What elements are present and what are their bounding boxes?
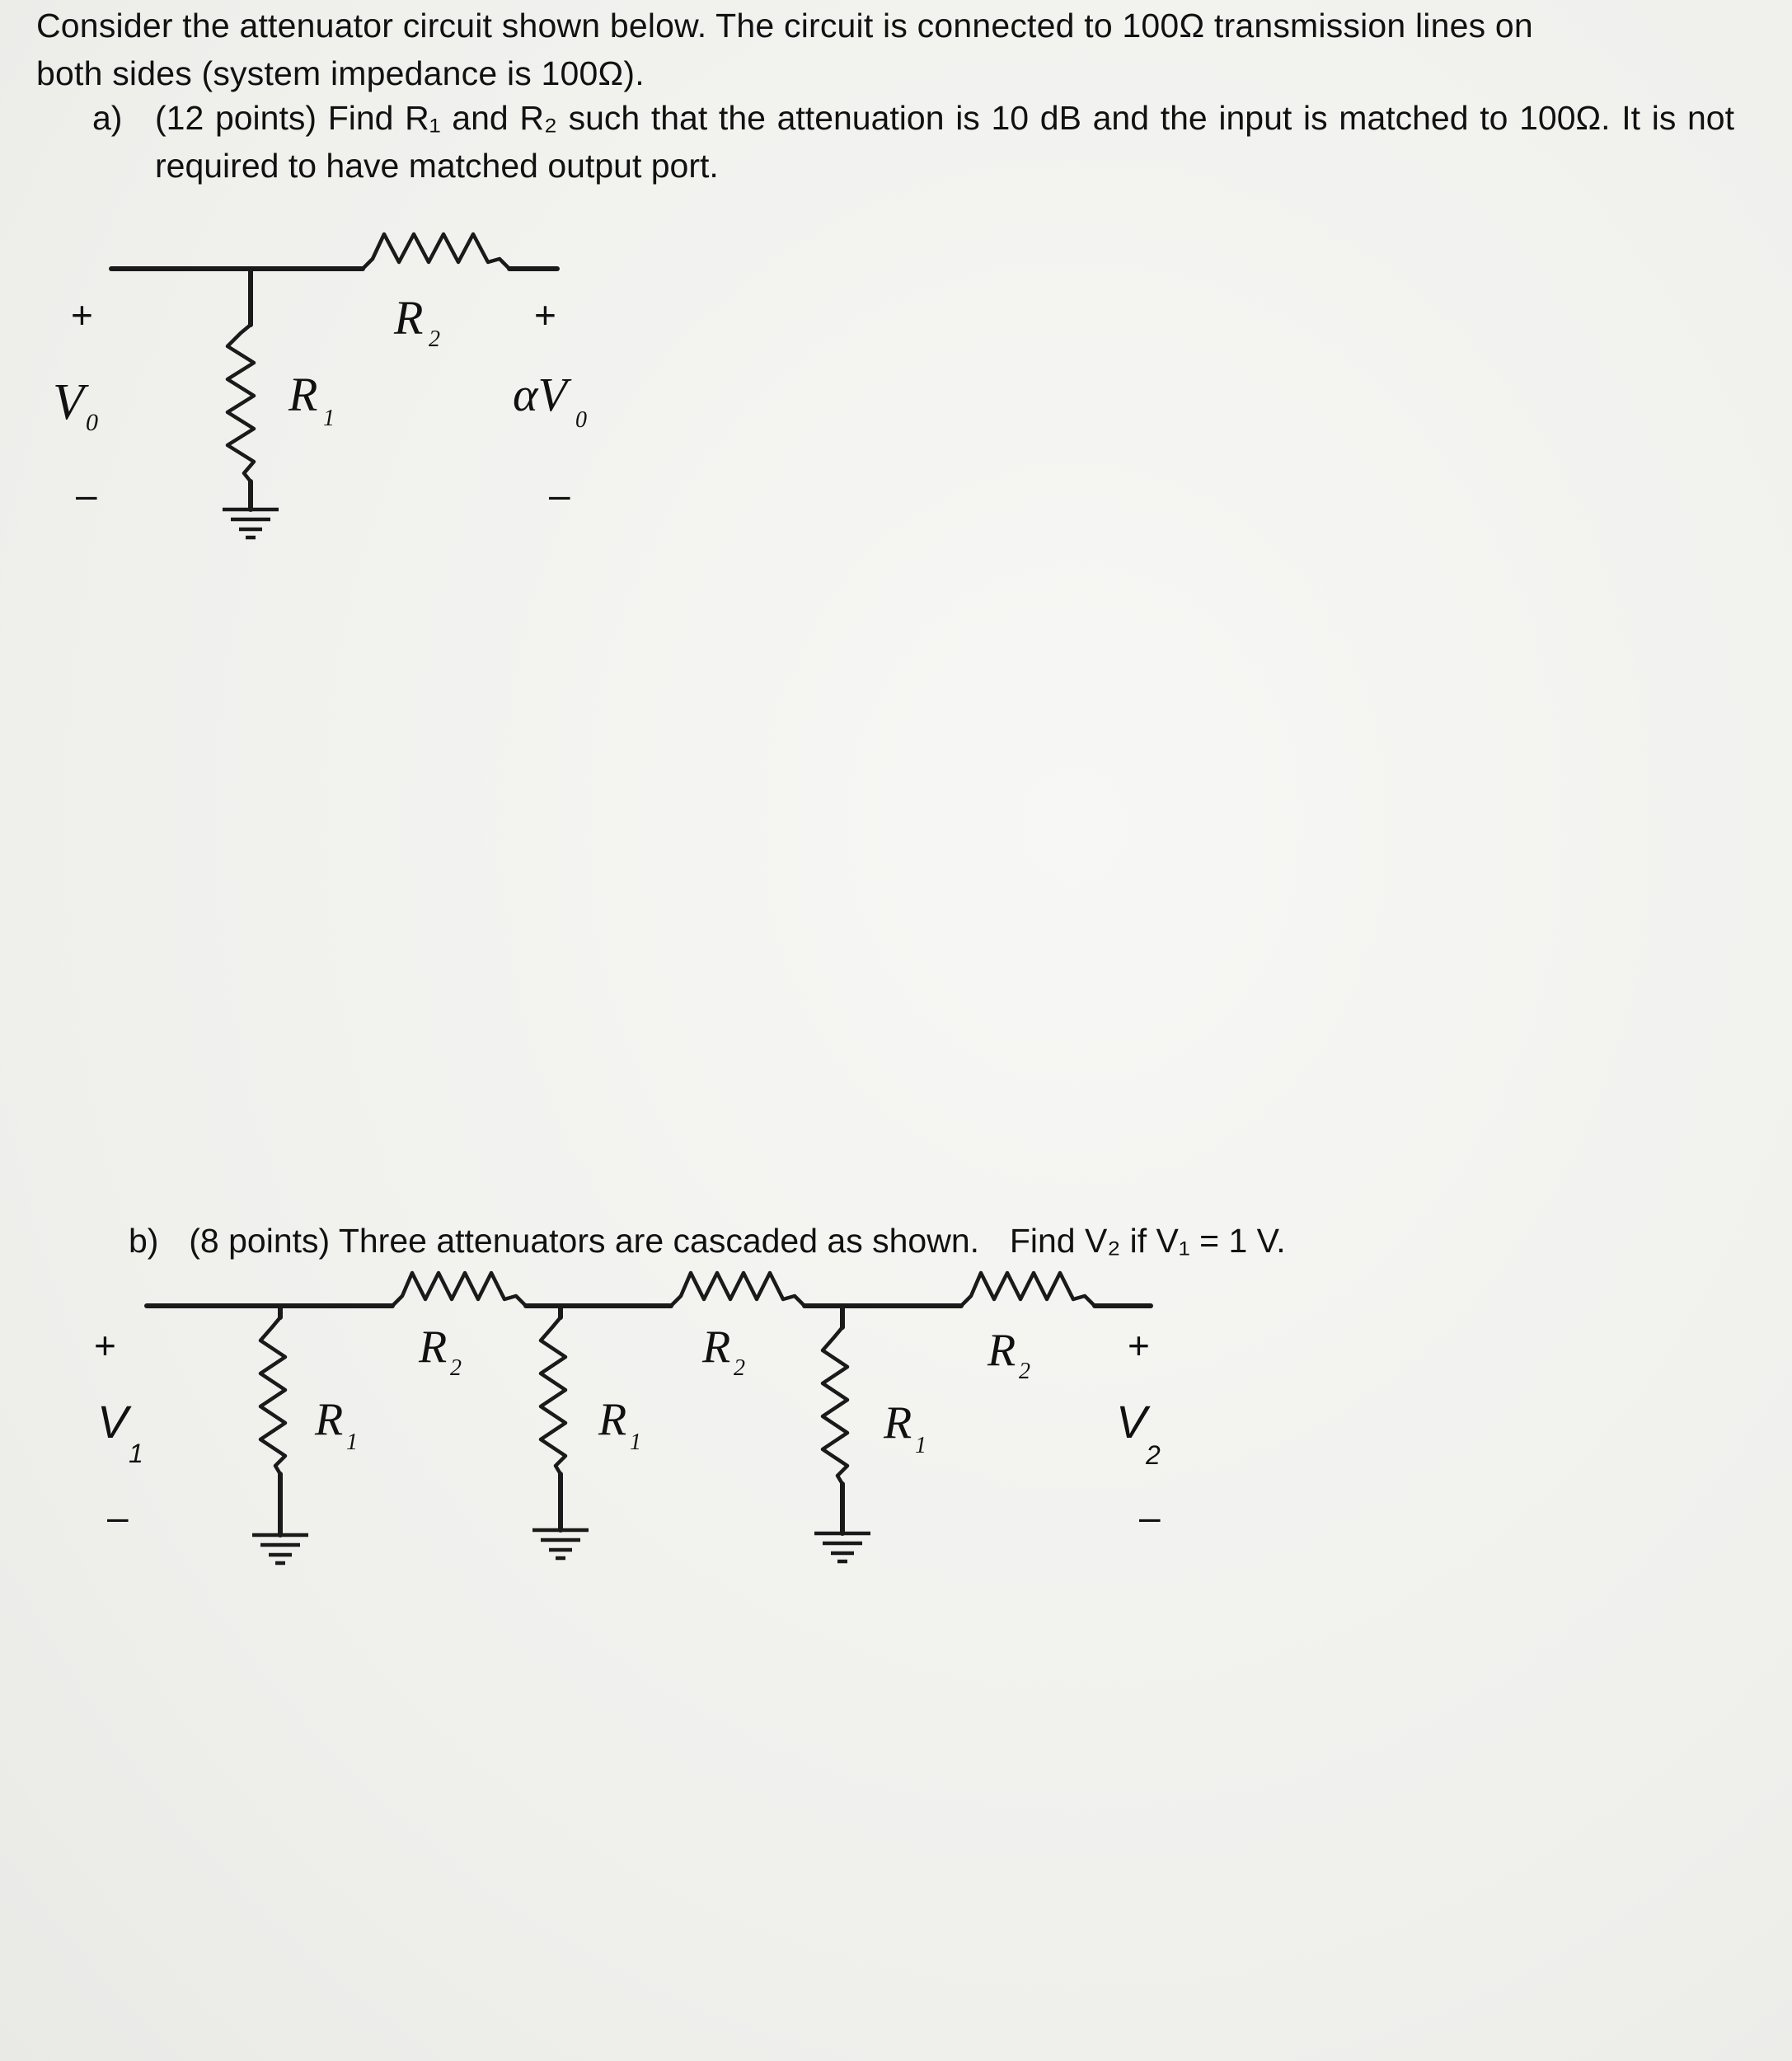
circuit-b-ground-icon-2 (532, 1530, 589, 1558)
circuit-b-r2-sub-2: 2 (734, 1355, 745, 1381)
circuit-a-input-plus: + (71, 293, 93, 336)
part-a-label: a) (92, 99, 123, 137)
circuit-b (94, 1273, 1161, 1563)
circuit-a-output-minus: – (549, 473, 570, 516)
circuit-b-ground-icon-3 (814, 1533, 870, 1561)
circuit-b-series-resistor-1 (392, 1273, 526, 1306)
circuit-b-r1-label-1: R (315, 1394, 344, 1445)
part-b-text: (8 points) Three attenuators are cascaded as shown. (189, 1222, 980, 1260)
part-b-question-text: Find V₂ if V₁ = 1 V. (1009, 1222, 1286, 1260)
circuit-b-r1-sub-3: 1 (915, 1433, 926, 1458)
circuit-a-output-voltage-sub: 0 (575, 407, 587, 433)
circuit-b-series-resistor-3 (961, 1273, 1095, 1306)
circuit-a-r1-sub: 1 (323, 406, 335, 431)
circuit-b-output-voltage: V (1116, 1396, 1147, 1448)
circuit-b-output-plus: + (1128, 1324, 1150, 1367)
circuit-b-r1-label-3: R (884, 1397, 912, 1448)
circuit-b-shunt-resistor-3 (823, 1327, 847, 1484)
circuit-a-r1-label: R (289, 368, 318, 421)
circuit-a-input-minus: – (76, 473, 97, 516)
circuit-a-output-voltage: αV (513, 368, 567, 421)
circuit-b-series-resistor-2 (671, 1273, 805, 1306)
circuit-a-input-voltage: V (53, 374, 84, 430)
part-a-text: (12 points) Find R₁ and R₂ such that the attenuation is 10 dB and the input is matched to 100Ω. It is not required to have matched output port. (155, 99, 1734, 185)
circuit-b-ground-icon-1 (252, 1535, 308, 1563)
circuit-a-shunt-resistor (228, 325, 254, 481)
circuit-a-r2-label: R (394, 291, 424, 345)
circuit-a-r2-sub: 2 (429, 326, 440, 352)
circuit-b-r2-sub-1: 2 (450, 1355, 462, 1381)
part-b-label: b) (129, 1222, 159, 1260)
intro-line-1: Consider the attenuator circuit shown below. The circuit is connected to 100Ω transmission lines on (36, 7, 1533, 45)
circuit-a-output-plus: + (534, 293, 556, 336)
circuit-b-input-voltage: V (97, 1396, 129, 1448)
circuit-b-output-voltage-sub: 2 (1146, 1440, 1161, 1470)
circuit-b-input-voltage-sub: 1 (129, 1439, 143, 1468)
circuit-a-ground-icon (223, 509, 279, 538)
circuit-b-r1-label-2: R (598, 1394, 627, 1445)
circuit-b-shunt-resistor-1 (260, 1317, 285, 1474)
circuit-b-r2-label-3: R (987, 1325, 1016, 1376)
circuit-b-r2-label-2: R (702, 1322, 731, 1373)
circuit-b-input-plus: + (94, 1324, 116, 1367)
circuit-b-r2-label-1: R (419, 1322, 448, 1373)
circuit-b-output-minus: – (1139, 1495, 1161, 1538)
circuit-b-r1-sub-2: 1 (630, 1430, 641, 1455)
circuit-a-input-voltage-sub: 0 (86, 409, 98, 436)
intro-line-2: both sides (system impedance is 100Ω). (36, 54, 645, 92)
circuit-b-r2-sub-3: 2 (1019, 1359, 1030, 1384)
circuit-b-r1-sub-1: 1 (346, 1430, 358, 1455)
circuit-a-series-resistor (363, 234, 509, 269)
circuit-b-input-minus: – (107, 1495, 129, 1538)
circuit-b-shunt-resistor-2 (541, 1317, 565, 1474)
circuit-a (53, 234, 587, 538)
